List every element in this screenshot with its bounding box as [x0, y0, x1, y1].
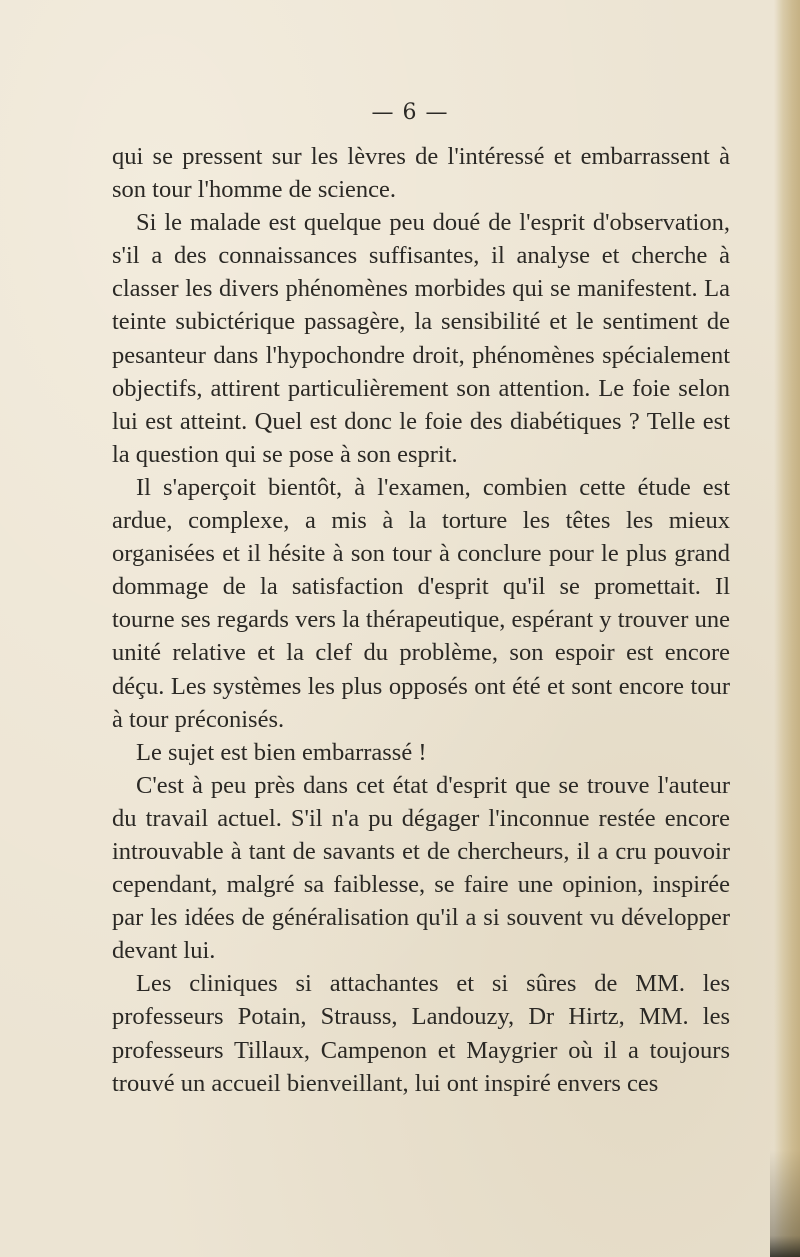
page-edge-shadow	[770, 1150, 800, 1257]
paragraph-5: C'est à peu près dans cet état d'esprit que se trouve l'auteur du travail actuel. S'il n'a pu dégager l'inconnue restée encore introuvable à tant de savants et de chercheurs, il a cru pouvoir cependant, malgré sa faiblesse, se faire une opinion, inspirée par les idées de généralisation qu'il a si souvent vu développer devant lui.	[112, 771, 730, 965]
paragraph-2: Si le malade est quelque peu doué de l'esprit d'observation, s'il a des connaissances suffisantes, il analyse et cherche à classer les divers phénomènes morbides qui se manifestent. La teinte subictérique passagère, la sensibilité et le sentiment de pesanteur dans l'hypochondre droit, phénomènes spécialement objectifs, attirent particulièrement son attention. Le foie selon lui est atteint. Quel est donc le foie des diabétiques ? Telle est la question qui se pose à son esprit.	[112, 209, 730, 468]
paragraph-4: Le sujet est bien embarrassé !	[136, 738, 427, 766]
paragraph-3: Il s'aperçoit bientôt, à l'examen, combien cette étude est ardue, complexe, a mis à la torture les têtes les mieux organisées et il hésite à son tour à conclure pour le plus grand dommage de la satisfaction d'esprit qu'il se promettait. Il tourne ses regards vers la thérapeutique, espérant y trouver une unité relative et la clef du problème, son espoir est encore déçu. Les systèmes les plus opposés ont été et sont encore tour à tour préconisés.	[112, 473, 730, 733]
page-number-text: — 6 —	[371, 100, 449, 125]
body-text	[112, 140, 730, 1100]
page-edge	[774, 0, 800, 1257]
paragraph-6: Les cliniques si attachantes et si sûres de MM. les professeurs Potain, Strauss, Landouzy, Dr Hirtz, MM. les professeurs Tillaux, Campenon et Maygrier où il a toujours trouvé un accueil bienveillant, lui ont inspiré envers ces	[112, 970, 730, 1097]
paragraph-1: qui se pressent sur les lèvres de l'intéressé et embarrassent à son tour l'homme de science.	[112, 143, 730, 204]
page-number	[0, 100, 800, 125]
